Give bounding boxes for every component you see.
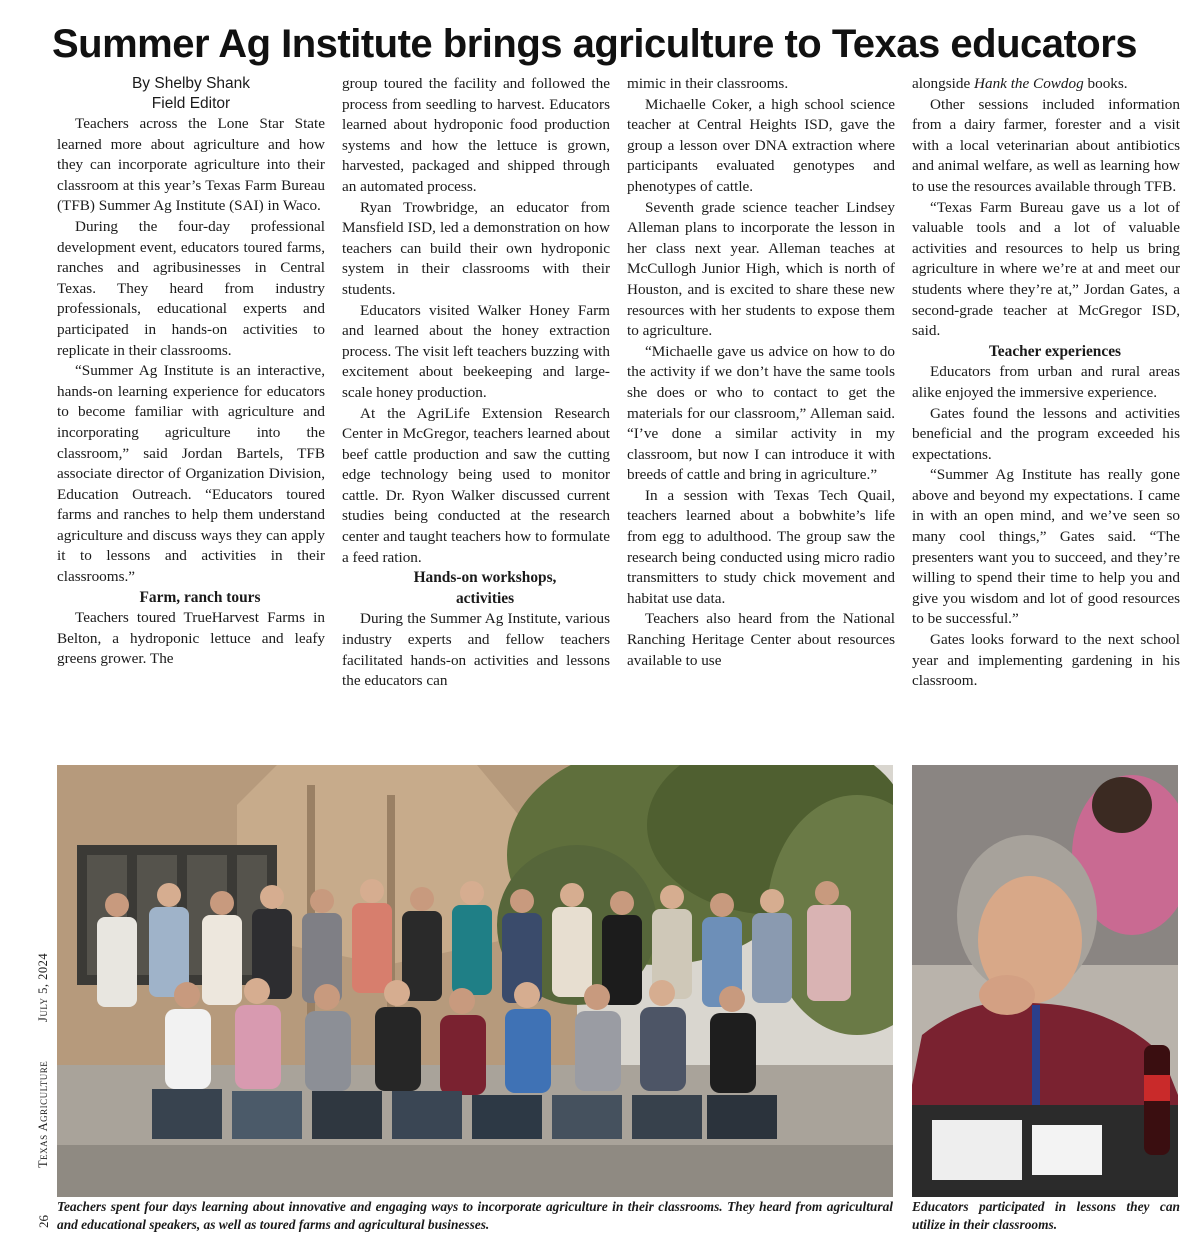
paragraph: Teachers toured TrueHarvest Farms in Belton, a hydroponic lettuce and leafy greens grower. The (57, 609, 325, 668)
byline (57, 74, 325, 114)
paragraph: At the AgriLife Extension Research Center in McGregor, teachers learned about beef cattle production and saw the cutting edge technology being used to monitor cattle. Dr. Ryon Walker discussed current studies being conducted at the research center and taught teachers how to formulate a feed ration. (342, 404, 610, 566)
subhead-activities: activities (455, 589, 515, 607)
page-rail (36, 900, 52, 1240)
subhead-hands-on-workshops: Hands-on workshops, (413, 569, 557, 587)
paragraph (912, 74, 1180, 95)
paragraph: “Michaelle gave us advice on how to do the activity if we don’t have the same tools she does or who to contact to get the materials for our classroom,” Alleman said. “I’ve done a similar activity in my classroom, but now I can introduce it with breeds of cattle and bring in agriculture.” (627, 342, 895, 484)
paragraph: Gates looks forward to the next school year and implementing gardening in his classroom. (912, 631, 1180, 690)
paragraph: During the four-day professional development event, educators toured farms, ranches and agribusinesses in Central Texas. They heard from industry professionals, educational experts and participated in hands-on activities to replicate in their classrooms. (57, 217, 325, 359)
paragraph: Ryan Trowbridge, an educator from Mansfield ISD, led a demonstration on how teachers can build their own hydroponic system in their classrooms with their students. (342, 198, 610, 298)
subhead-farm-ranch-tours: Farm, ranch tours (139, 588, 261, 606)
paragraph: mimic in their classrooms. (627, 75, 789, 92)
text-run: alongside (912, 75, 975, 92)
headline: Summer Ag Institute brings agriculture to Texas educators (52, 22, 1138, 66)
article-column-2 (342, 74, 610, 692)
article-column-1 (57, 74, 325, 670)
caption-educator-photo: Educators participated in lessons they can utilize in their classrooms. (912, 1199, 1180, 1232)
paragraph: Teachers also heard from the National Ranching Heritage Center about resources available to use (627, 610, 895, 669)
paragraph: Seventh grade science teacher Lindsey Alleman plans to incorporate the lesson in her class next year. Alleman teaches at McCullogh Junior High, which is north of Houston, and is excited to share these new resources with her students to expose them to agriculture. (627, 198, 895, 340)
page-number: 26 (36, 1215, 51, 1228)
educator-photo (912, 765, 1178, 1197)
paragraph: group toured the facility and followed the process from seedling to harvest. Educators learned about hydroponic food production systems and how the lettuce is grown, harvested, packaged and shipped through an automated process. (342, 75, 610, 195)
paragraph: Teachers across the Lone Star State learned more about agriculture and how they can incorporate agriculture into their classroom at this year’s Texas Farm Bureau (TFB) Summer Ag Institute (SAI) in Waco. (57, 115, 325, 215)
byline-title: Field Editor (151, 95, 231, 112)
publication-name: Texas Agriculture (36, 1060, 50, 1168)
paragraph: In a session with Texas Tech Quail, teachers learned about a bobwhite’s life from egg to adulthood. The group saw the research being conducted using micro radio transmitters to study chick movement and habitat use data. (627, 486, 895, 607)
subhead-teacher-experiences: Teacher experiences (988, 342, 1122, 360)
paragraph: Educators visited Walker Honey Farm and learned about the honey extraction process. The visit left teachers buzzing with excitement about beekeeping and large-scale honey production. (342, 301, 610, 401)
issue-date: July 5, 2024 (36, 952, 50, 1022)
paragraph: Educators from urban and rural areas alike enjoyed the immersive experience. (912, 363, 1180, 401)
paragraph: “Summer Ag Institute has really gone above and beyond my expectations. I came in with an open mind, and we’ve seen so many cool things,” Gates said. “The presenters want you to succeed, and they’re willing to spend their time to help you and give you wisdom and lot of good resources to be successful.” (912, 466, 1180, 628)
paragraph: Michaelle Coker, a high school science teacher at Central Heights ISD, gave the group a lesson over DNA extraction where participants evaluated genotypes and phenotypes of cattle. (627, 95, 895, 195)
article-column-4 (912, 74, 1180, 692)
caption-group-photo: Teachers spent four days learning about innovative and engaging ways to incorporate agriculture in their classrooms. They heard from agricultural and educational speakers, as well as toured farms and agricultural businesses. (57, 1199, 893, 1232)
text-run: books. (1083, 75, 1128, 92)
book-title: Hank the Cowdog (974, 75, 1084, 92)
paragraph: During the Summer Ag Institute, various industry experts and fellow teachers facilitated hands-on activities and lessons the educators can (342, 610, 610, 690)
byline-author: By Shelby Shank (131, 75, 251, 92)
paragraph: “Summer Ag Institute is an interactive, hands-on learning experience for educators to become familiar with agriculture and incorporating agriculture into the classroom,” said Jordan Bartels, TFB associate director of Organization Division, Education Outreach. “Educators toured farms and ranches to help them understand agriculture and discuss ways they can apply it to lessons and activities in their classrooms.” (57, 362, 325, 586)
paragraph: Other sessions included information from a dairy farmer, forester and a visit with a local veterinarian about antibiotics and animal welfare, as well as learning how to use the resources available through TFB. (912, 95, 1180, 195)
paragraph: “Texas Farm Bureau gave us a lot of valuable tools and a lot of valuable activities and resources to help us bring agriculture in where we’re at and meet our students where they’re at,” Jordan Gates, a second-grade teacher at McGregor ISD, said. (912, 198, 1180, 340)
group-photo (57, 765, 893, 1197)
paragraph: Gates found the lessons and activities beneficial and the program exceeded his expectations. (912, 404, 1180, 463)
article-column-3 (627, 74, 895, 671)
